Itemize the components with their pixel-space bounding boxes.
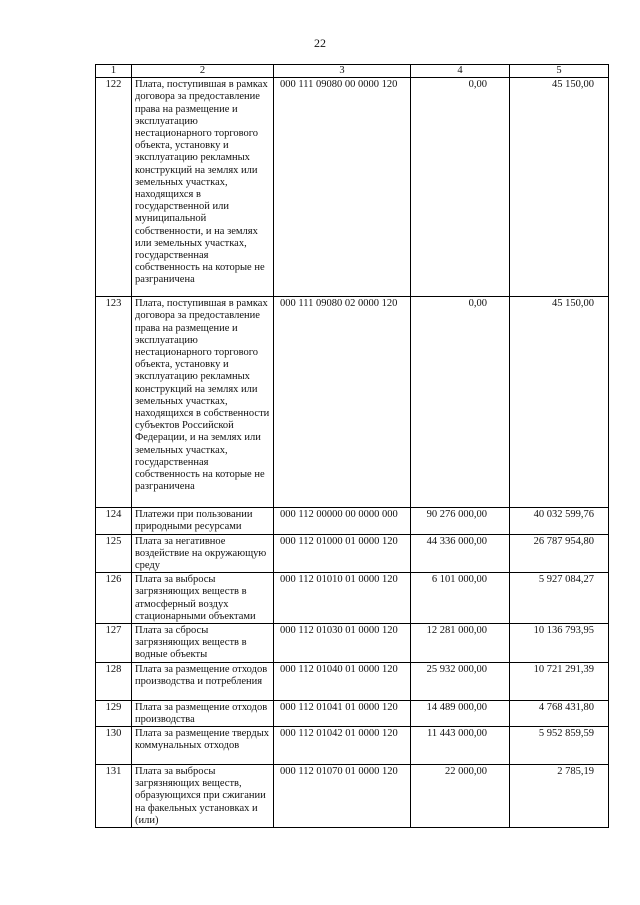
row-code: 000 112 01000 01 0000 120 [274, 534, 411, 573]
row-value-col5: 40 032 599,76 [510, 508, 609, 534]
row-number: 123 [96, 297, 132, 508]
row-number: 125 [96, 534, 132, 573]
table-row [96, 508, 609, 534]
row-value-col4: 6 101 000,00 [411, 573, 510, 624]
row-number: 127 [96, 624, 132, 663]
row-code: 000 112 00000 00 0000 000 [274, 508, 411, 534]
row-code: 000 112 01041 01 0000 120 [274, 700, 411, 726]
row-code: 000 112 01030 01 0000 120 [274, 624, 411, 663]
column-header-5: 5 [510, 65, 609, 78]
row-name: Плата за размещение твердых коммунальных отходов [132, 727, 274, 765]
row-name: Платежи при пользовании природными ресурсами [132, 508, 274, 534]
row-value-col4: 14 489 000,00 [411, 700, 510, 726]
row-value-col4: 90 276 000,00 [411, 508, 510, 534]
row-code: 000 111 09080 00 0000 120 [274, 78, 411, 297]
column-header-1: 1 [96, 65, 132, 78]
row-name: Плата за размещение отходов производства [132, 700, 274, 726]
row-number: 124 [96, 508, 132, 534]
row-code: 000 112 01010 01 0000 120 [274, 573, 411, 624]
revenue-table [95, 64, 609, 828]
table-row [96, 662, 609, 700]
table-row [96, 765, 609, 828]
row-name: Плата за выбросы загрязняющих веществ в атмосферный воздух стационарными объектами [132, 573, 274, 624]
row-code: 000 111 09080 02 0000 120 [274, 297, 411, 508]
row-number: 122 [96, 78, 132, 297]
row-code: 000 112 01042 01 0000 120 [274, 727, 411, 765]
row-value-col4: 11 443 000,00 [411, 727, 510, 765]
table-row [96, 700, 609, 726]
table-header-row [96, 65, 609, 78]
row-number: 128 [96, 662, 132, 700]
row-value-col5: 45 150,00 [510, 297, 609, 508]
column-header-3: 3 [274, 65, 411, 78]
row-number: 130 [96, 727, 132, 765]
table-row [96, 534, 609, 573]
row-value-col5: 10 721 291,39 [510, 662, 609, 700]
row-value-col4: 25 932 000,00 [411, 662, 510, 700]
row-number: 129 [96, 700, 132, 726]
row-value-col5: 10 136 793,95 [510, 624, 609, 663]
page-number: 22 [314, 36, 326, 50]
row-value-col5: 2 785,19 [510, 765, 609, 828]
row-name: Плата за сбросы загрязняющих веществ в водные объекты [132, 624, 274, 663]
column-header-4: 4 [411, 65, 510, 78]
table-row [96, 727, 609, 765]
table-row [96, 78, 609, 297]
row-code: 000 112 01040 01 0000 120 [274, 662, 411, 700]
row-name: Плата за выбросы загрязняющих веществ, образующихся при сжигании на факельных установках и (или) [132, 765, 274, 828]
row-code: 000 112 01070 01 0000 120 [274, 765, 411, 828]
row-name: Плата за негативное воздействие на окружающую среду [132, 534, 274, 573]
row-value-col5: 4 768 431,80 [510, 700, 609, 726]
row-value-col4: 0,00 [411, 297, 510, 508]
table-row [96, 624, 609, 663]
row-name: Плата за размещение отходов производства и потребления [132, 662, 274, 700]
row-value-col5: 5 927 084,27 [510, 573, 609, 624]
row-name: Плата, поступившая в рамках договора за предоставление права на размещение и эксплуатацию нестационарного торгового объекта, установку и эксплуатацию рекламных конструкций на землях или земельных участках, находящихся в государственной или муниципальной собственности, и на землях или земельных участках, государственная собственность на которые не разграничена [132, 78, 274, 297]
row-value-col4: 44 336 000,00 [411, 534, 510, 573]
row-value-col4: 0,00 [411, 78, 510, 297]
row-value-col5: 26 787 954,80 [510, 534, 609, 573]
row-name: Плата, поступившая в рамках договора за предоставление права на размещение и эксплуатацию нестационарного торгового объекта, установку и эксплуатацию рекламных конструкций на землях или земельных участках, находящихся в собственности субъектов Российской Федерации, и на землях или земельных участках, государственная собственность на которые не разграничена [132, 297, 274, 508]
column-header-2: 2 [132, 65, 274, 78]
table-row [96, 573, 609, 624]
row-value-col5: 5 952 859,59 [510, 727, 609, 765]
row-number: 126 [96, 573, 132, 624]
row-value-col4: 12 281 000,00 [411, 624, 510, 663]
row-value-col5: 45 150,00 [510, 78, 609, 297]
row-value-col4: 22 000,00 [411, 765, 510, 828]
table-row [96, 297, 609, 508]
row-number: 131 [96, 765, 132, 828]
